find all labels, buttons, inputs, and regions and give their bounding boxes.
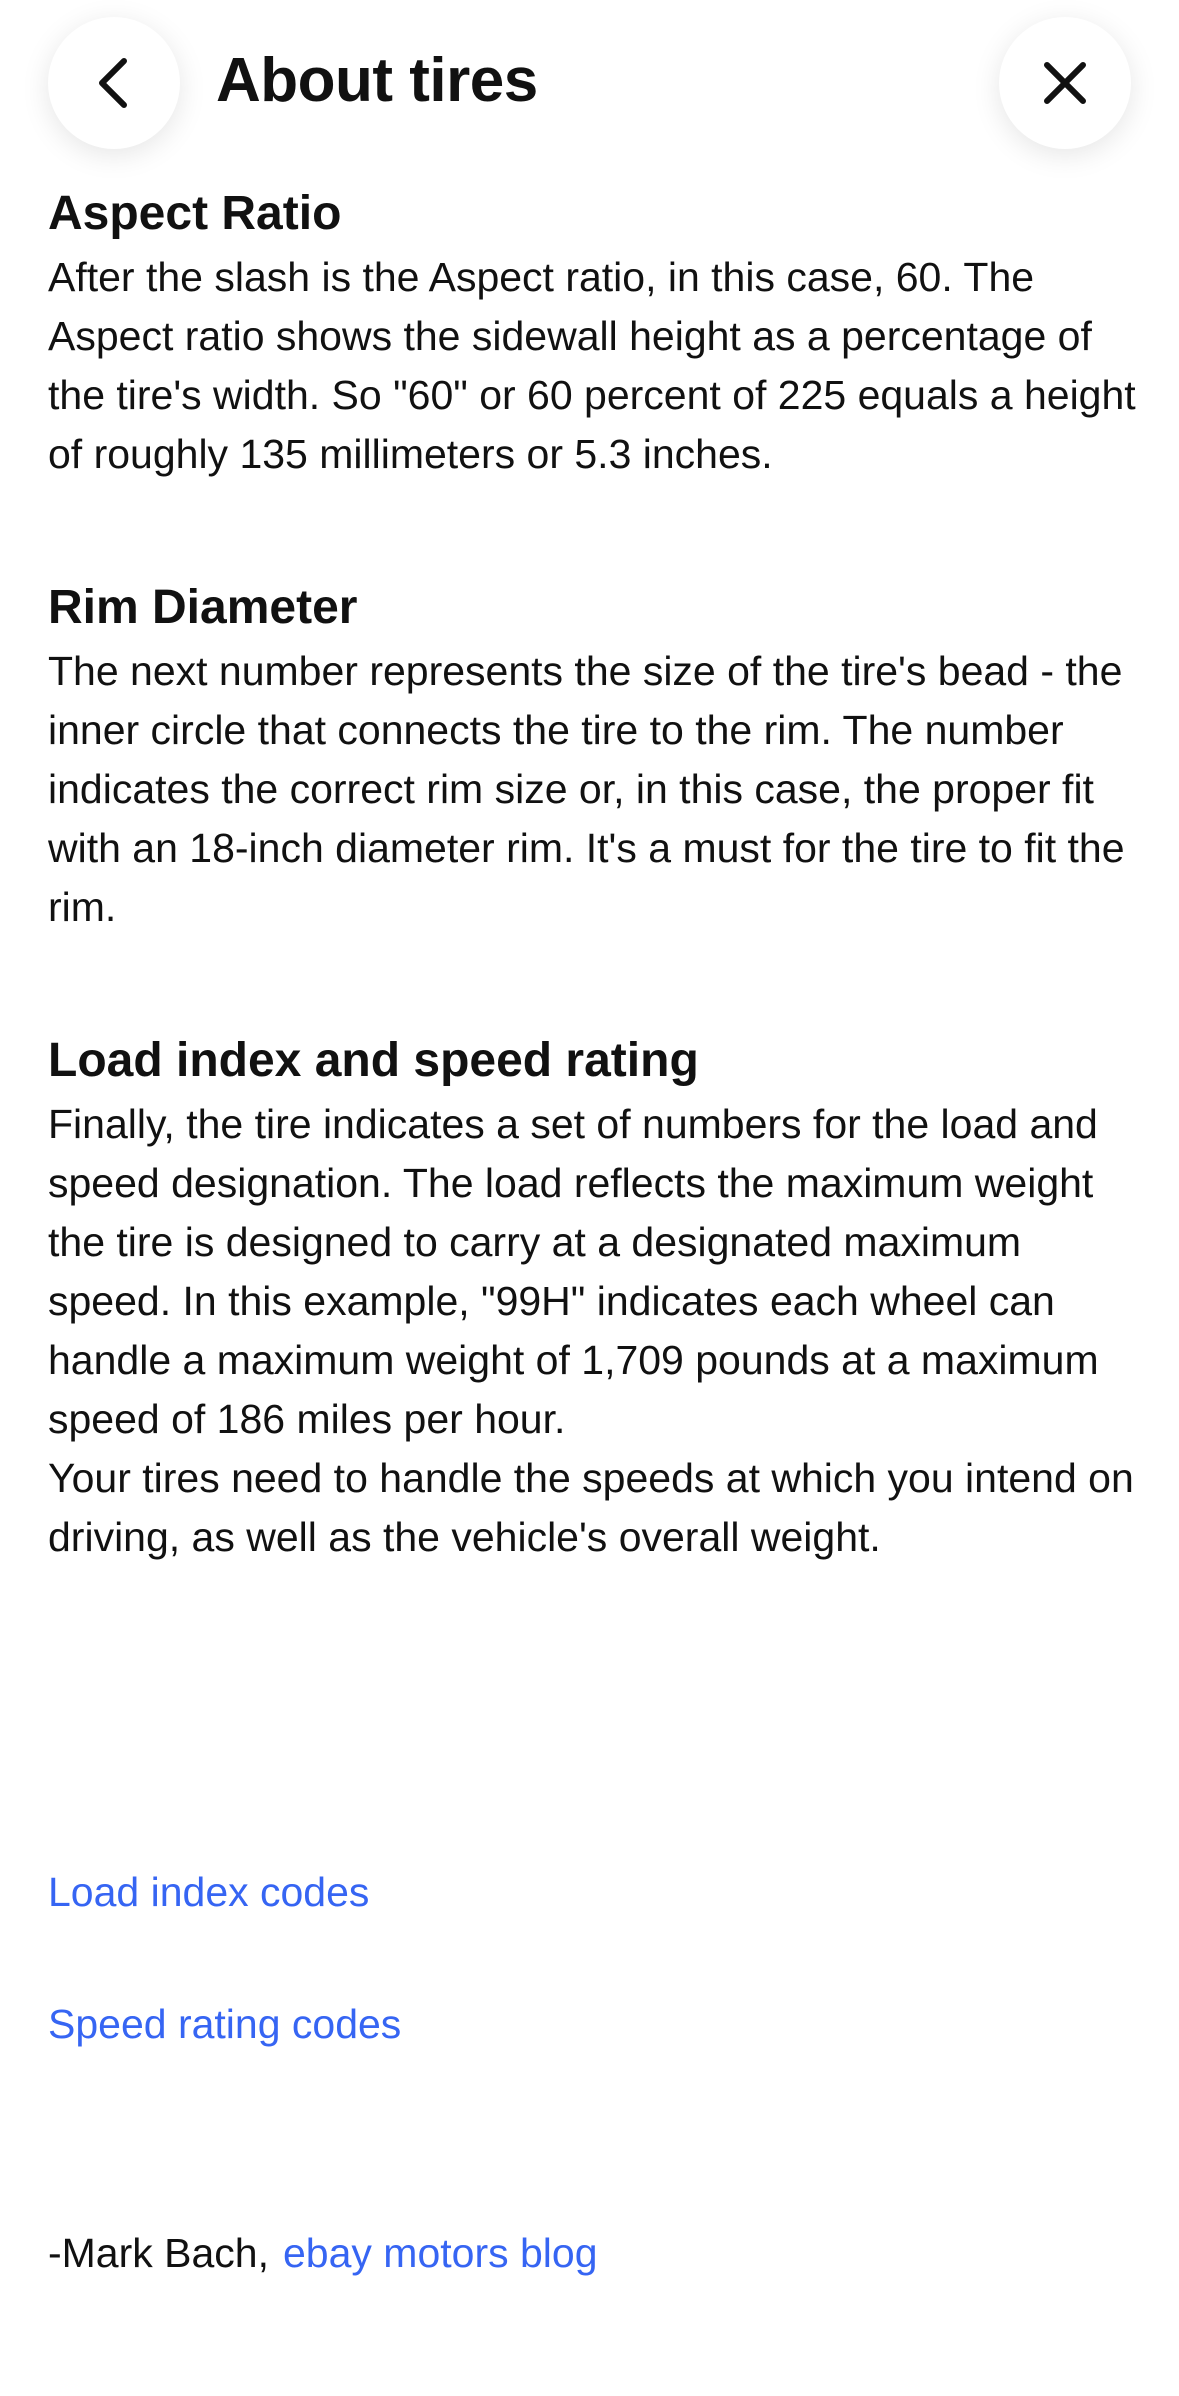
close-icon (1041, 59, 1089, 107)
reference-links (48, 1862, 1138, 2054)
section-rim-diameter (48, 574, 1138, 937)
section-heading: Aspect Ratio (48, 187, 342, 240)
speed-rating-codes-link[interactable]: Speed rating codes (48, 2001, 402, 2047)
close-button[interactable] (999, 17, 1131, 149)
article-content (48, 180, 1138, 1657)
section-load-speed (48, 1027, 1138, 1567)
back-button[interactable] (48, 17, 180, 149)
section-heading: Load index and speed rating (48, 1034, 699, 1087)
section-heading: Rim Diameter (48, 581, 358, 634)
load-index-codes-link[interactable]: Load index codes (48, 1869, 370, 1915)
author-credit (48, 2223, 598, 2283)
section-paragraph: Finally, the tire indicates a set of numbers for the load and speed designation. The load reflects the maximum weight the tire is designed to carry at a designated maximum speed. In this example, "99H" indicates each wheel can handle a maximum weight of 1,709 pounds at a maximum speed of 186 miles per hour. (48, 1101, 1099, 1442)
author-name: -Mark Bach, (48, 2230, 269, 2276)
ebay-motors-blog-link[interactable]: ebay motors blog (283, 2230, 598, 2276)
page-title: About tires (216, 46, 538, 115)
section-paragraph: After the slash is the Aspect ratio, in this case, 60. The Aspect ratio shows the sidewall height as a percentage of the tire's width. So "60" or 60 percent of 225 equals a height of roughly 135 millimeters or 5.3 inches. (48, 254, 1136, 477)
section-paragraph: The next number represents the size of the tire's bead - the inner circle that connects the tire to the rim. The number indicates the correct rim size or, in this case, the proper fit with an 18-inch diameter rim. It's a must for the tire to fit the rim. (48, 648, 1125, 930)
section-paragraph: Your tires need to handle the speeds at which you intend on driving, as well as the vehicle's overall weight. (48, 1455, 1134, 1560)
section-aspect-ratio (48, 180, 1138, 484)
chevron-left-icon (92, 55, 136, 111)
header-bar (0, 0, 1179, 165)
